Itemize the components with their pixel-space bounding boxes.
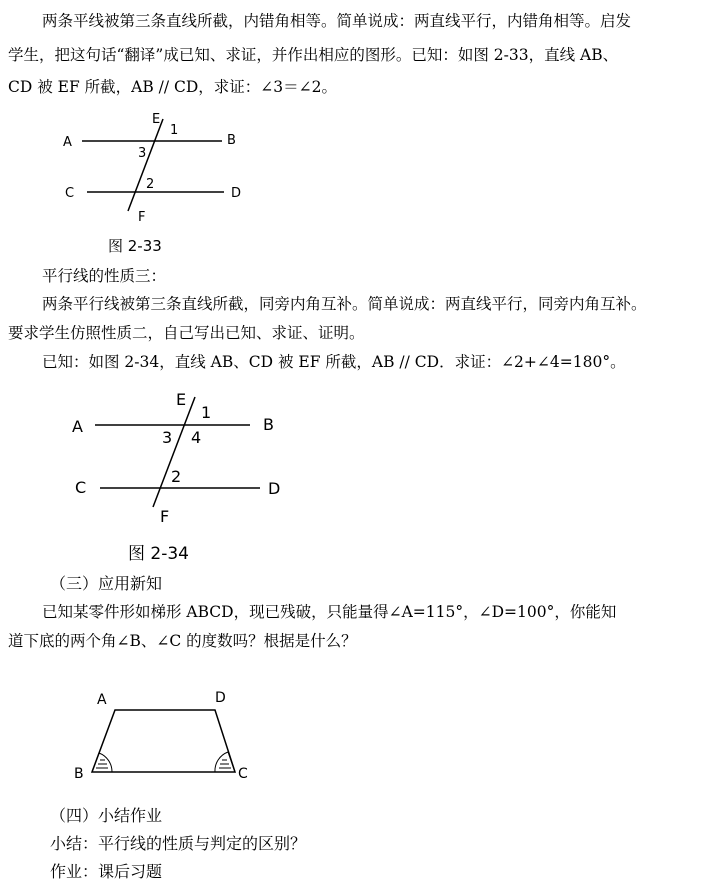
label-e: E [152,112,161,127]
property3-line2: 要求学生仿照性质二，自己写出已知、求证、证明。 [8,324,365,342]
section3-line2: 道下底的两个角∠B、∠C 的度数吗？根据是什么？ [8,632,357,650]
label-c: C [65,186,75,201]
para1-line1: 两条平线被第三条直线所截，内错角相等。简单说成：两直线平行，内错角相等。启发 [42,12,632,30]
label-d: D [215,690,226,706]
figure-2-33 [55,105,295,265]
angle-c-hatch [219,760,231,768]
property3-title: 平行线的性质三： [42,267,167,285]
label-b: B [263,415,274,434]
label-2: 2 [146,177,155,192]
line-ef [128,119,163,211]
label-1: 1 [170,123,179,138]
label-c: C [238,766,248,782]
trapezoid-figure [70,680,270,790]
property3-line3: 已知：如图 2-34，直线 AB、CD 被 EF 所截，AB // CD．求证：∠2+∠4=180°。 [42,353,626,371]
label-a: A [63,135,72,150]
section3-line1: 已知某零件形如梯形 ABCD，现已残破，只能量得∠A=115°，∠D=100°，你能知 [42,603,617,621]
label-3: 3 [138,146,147,161]
label-a: A [97,692,107,708]
line-ef [153,397,195,507]
para1-line2: 学生，把这句话“翻译”成已知、求证，并作出相应的图形。已知：如图 2-33，直线 AB、 [8,46,619,64]
angle-b-hatch [96,760,108,768]
label-f: F [160,507,170,526]
label-3: 3 [162,428,173,447]
figure-2-33-caption: 图 2-33 [108,237,162,255]
label-1: 1 [201,403,212,422]
section3-heading: （三）应用新知 [50,574,163,593]
angle-c-mark [215,752,235,772]
figure-2-34 [60,387,320,537]
label-c: C [75,478,87,497]
label-2: 2 [171,467,182,486]
homework-line: 作业：课后习题 [50,862,163,881]
label-a: A [72,417,83,436]
label-b: B [74,766,84,782]
angle-b-mark [92,753,112,772]
label-d: D [268,479,281,498]
label-f: F [138,210,146,225]
para1-line3: CD 被 EF 所截，AB // CD，求证：∠3＝∠2。 [8,78,338,96]
label-b: B [227,133,236,148]
label-d: D [231,186,242,201]
figure-2-34-caption: 图 2-34 [128,544,189,564]
label-e: E [176,390,187,409]
summary-line: 小结：平行线的性质与判定的区别？ [50,834,307,853]
trapezoid-abcd [92,710,235,772]
label-4: 4 [191,428,202,447]
section4-heading: （四）小结作业 [50,806,163,825]
property3-line1: 两条平行线被第三条直线所截，同旁内角互补。简单说成：两直线平行，同旁内角互补。 [42,295,647,313]
